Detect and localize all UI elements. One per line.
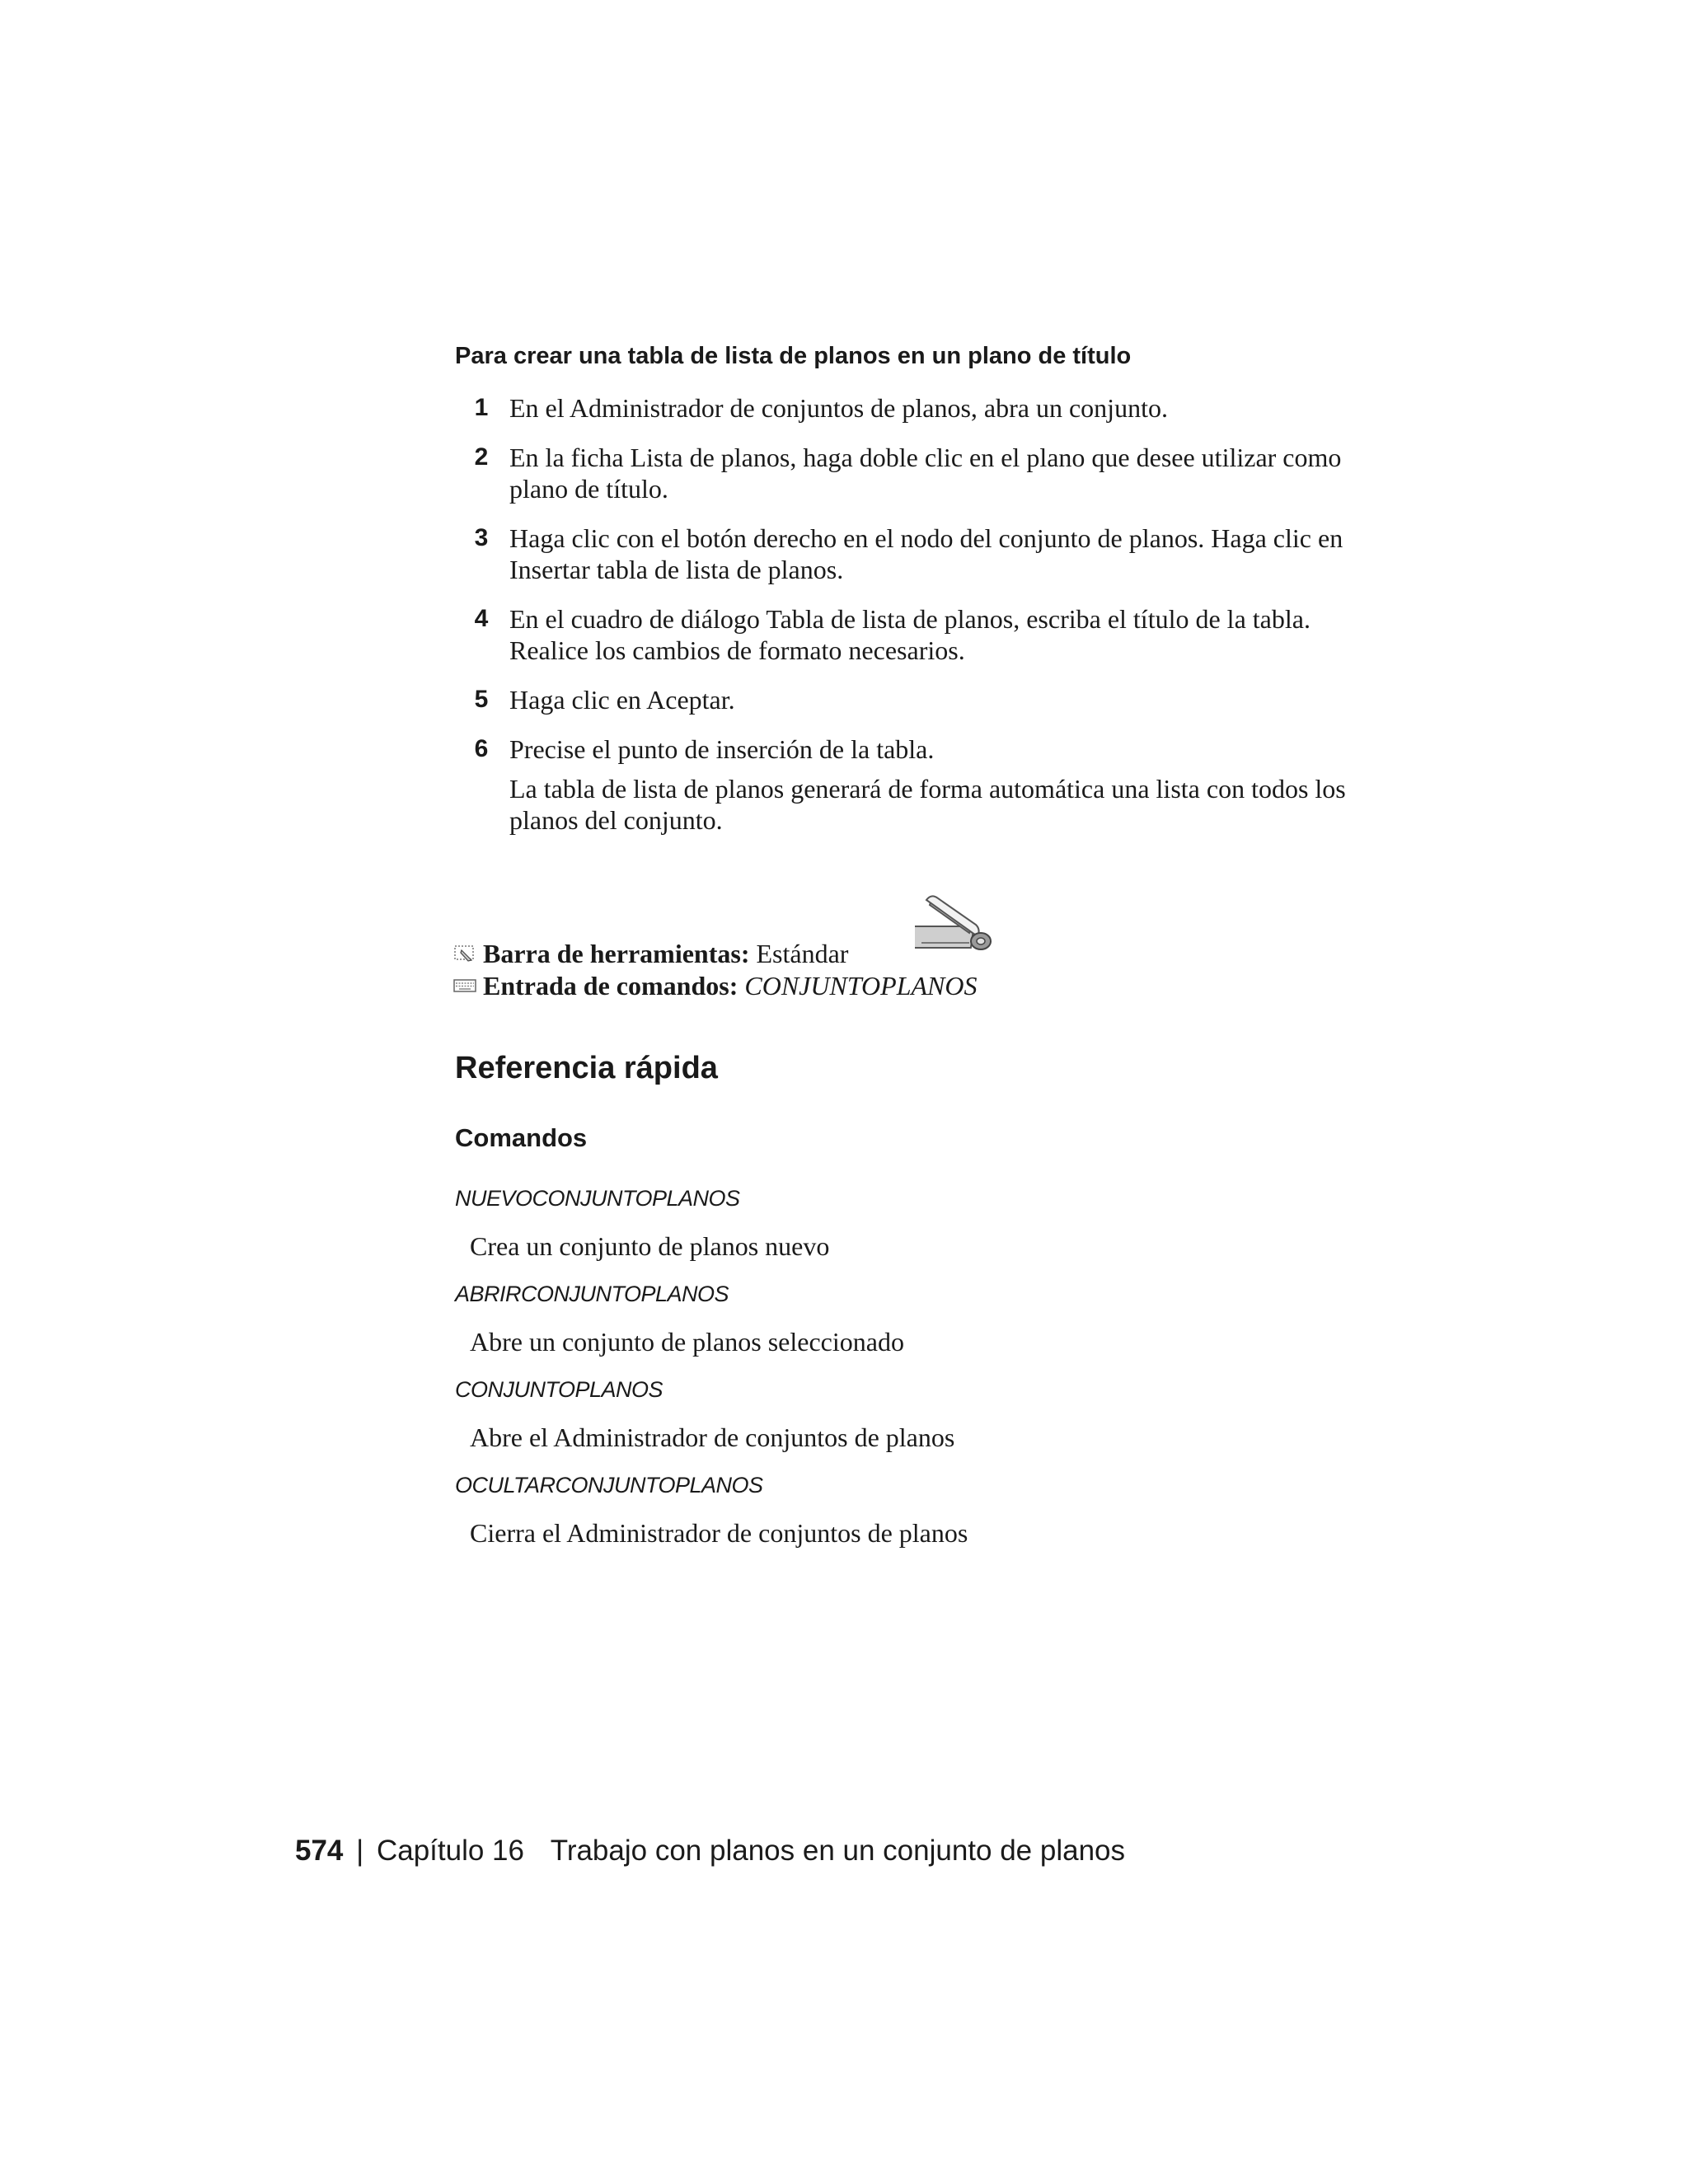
step-text: En la ficha Lista de planos, haga doble clic en el plano que desee utilizar como plano de título. [509, 443, 1342, 504]
footer-separator: | [356, 1835, 364, 1867]
command-name: CONJUNTOPLANOS [455, 1377, 663, 1402]
toolbar-value: Estándar [756, 939, 849, 968]
command-description: Crea un conjunto de planos nuevo [470, 1231, 830, 1261]
command-description: Abre un conjunto de planos seleccionado [470, 1327, 904, 1357]
step-5 [455, 684, 1362, 715]
command-entry [455, 1277, 1362, 1373]
step-number: 1 [474, 394, 489, 421]
page-footer [295, 1835, 1125, 1868]
quick-reference-heading: Referencia rápida [455, 1051, 718, 1085]
chapter-label: Capítulo 16 [376, 1835, 524, 1867]
keyboard-icon [453, 976, 476, 996]
step-text: Haga clic en Aceptar. [509, 685, 735, 715]
step-4 [455, 603, 1362, 666]
step-number: 6 [474, 735, 489, 762]
step-text: En el Administrador de conjuntos de planos, abra un conjunto. [509, 393, 1168, 423]
procedure-steps [455, 392, 1362, 854]
command-entry [455, 1182, 1362, 1277]
command-name: ABRIRCONJUNTOPLANOS [455, 1282, 729, 1306]
toolbar-label: Barra de herramientas: [483, 939, 750, 968]
step-number: 2 [474, 443, 489, 471]
command-label: Entrada de comandos: [483, 971, 738, 1001]
command-description: Cierra el Administrador de conjuntos de planos [470, 1518, 968, 1548]
command-entry-line [453, 969, 977, 1002]
chapter-title: Trabajo con planos en un conjunto de planos [550, 1835, 1125, 1867]
commands-list [455, 1182, 1362, 1564]
toolbar-access-line [453, 937, 848, 970]
step-text: En el cuadro de diálogo Tabla de lista de planos, escriba el título de la tabla. Realice los cambios de formato necesarios. [509, 604, 1311, 665]
step-text: Precise el punto de inserción de la tabla. [509, 734, 935, 764]
step-number: 3 [474, 524, 489, 551]
sheet-set-toolbar-icon [915, 888, 994, 954]
command-entry [455, 1373, 1362, 1469]
command-entry [455, 1469, 1362, 1564]
page-number: 574 [295, 1835, 344, 1867]
command-name: NUEVOCONJUNTOPLANOS [455, 1186, 740, 1211]
commands-subheading: Comandos [455, 1123, 588, 1152]
command-name: OCULTARCONJUNTOPLANOS [455, 1473, 763, 1497]
step-3 [455, 523, 1362, 585]
command-description: Abre el Administrador de conjuntos de planos [470, 1422, 955, 1452]
step-number: 5 [474, 686, 489, 713]
step-2 [455, 442, 1362, 504]
toolbar-icon [453, 944, 476, 963]
step-1 [455, 392, 1362, 424]
step-number: 4 [474, 605, 489, 632]
procedure-title: Para crear una tabla de lista de planos en un plano de título [455, 343, 1132, 369]
command-value: CONJUNTOPLANOS [744, 971, 978, 1001]
step-note: La tabla de lista de planos generará de forma automática una lista con todos los planos del conjunto. [509, 774, 1346, 835]
step-text: Haga clic con el botón derecho en el nodo del conjunto de planos. Haga clic en Insertar tabla de lista de planos. [509, 523, 1343, 584]
step-6 [455, 733, 1362, 836]
